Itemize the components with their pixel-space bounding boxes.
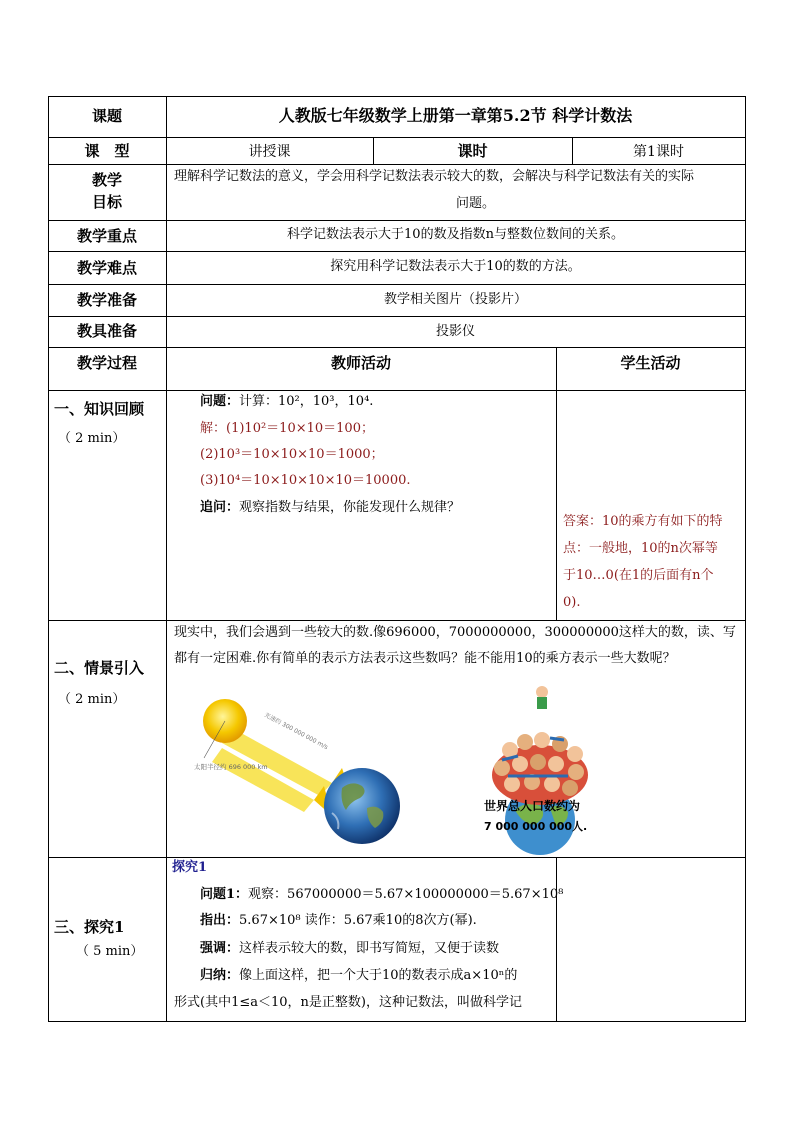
s3-point-out (200, 913, 477, 929)
s3-summary-cont: 形式(其中1≤a＜10，n是正整数)，这种记数法，叫做科学记 (174, 995, 522, 1010)
s3-summary-text: 像上面这样，把一个大于10的数表示成a×10ⁿ的 (239, 968, 518, 983)
sun-earth-illustration (192, 688, 407, 848)
goal-line-1: 理解科学记数法的意义，学会用科学记数法表示较大的数，会解决与科学记数法有关的实际 (174, 169, 695, 184)
s2-text-line2: 都有一定困难.你有简单的表示方法表示这些数吗？能不能用10的乘方表示一些大数呢？ (174, 651, 676, 666)
s3-emphasis-label: 强调： (200, 941, 240, 956)
s3-emphasis (200, 941, 499, 957)
s3-emphasis-text: 这样表示较大的数，即书写简短，又便于读数 (239, 941, 500, 956)
section3-time: （ 5 min） (76, 944, 144, 959)
s3-problem1 (200, 887, 563, 903)
label-goal-2: 目标 (91, 193, 122, 211)
section2-title: 二、情景引入 (54, 659, 145, 677)
section1-time: （ 2 min） (58, 431, 126, 446)
s3-point-out-text: 5.67×10⁸ 读作：5.67乘10的8次方(幂). (239, 913, 477, 928)
label-key-point: 教学重点 (76, 227, 137, 245)
s3-summary-label: 归纳： (200, 968, 240, 983)
goal-line-2: 问题。 (456, 196, 496, 211)
radius-label: 太阳半径约 696 000 km (194, 763, 268, 771)
speed-label: 光速约 300 000 000 m/s (263, 711, 330, 752)
s1-answer-text1: (1)10²＝10×10＝100； (226, 421, 374, 436)
population-illustration (480, 680, 620, 855)
key-point: 科学记数法表示大于10的数及指数n与整数位数间的关系。 (287, 227, 624, 242)
s3-problem1-label: 问题1： (200, 887, 249, 902)
s1-student-answer-4: 0). (563, 595, 581, 610)
label-process: 教学过程 (76, 354, 137, 372)
s1-answer-label: 解： (200, 421, 227, 436)
population-label-2: 7 000 000 000人. (484, 820, 588, 833)
difficulty: 探究用科学记数法表示大于10的数的方法。 (330, 259, 581, 274)
section3-title: 三、探究1 (54, 918, 125, 936)
s1-question-text: 计算：10²，10³，10⁴. (239, 394, 374, 409)
s3-heading: 探究1 (172, 860, 208, 875)
population-label-1: 世界总人口数约为 (484, 799, 581, 813)
s1-follow-label: 追问： (200, 500, 240, 515)
s3-summary (200, 968, 517, 984)
prep: 教学相关图片（投影片） (383, 292, 527, 307)
label-student-activity: 学生活动 (620, 354, 681, 372)
jumping-person-icon (536, 686, 548, 698)
page-title: 人教版七年级数学上册第一章第5.2节 科学计数法 (278, 106, 633, 125)
label-type: 课 型 (84, 142, 130, 160)
period-value: 第1课时 (633, 144, 684, 160)
s3-point-out-label: 指出： (200, 913, 240, 928)
s1-student-answer-1: 答案：10的乘方有如下的特 (563, 514, 723, 529)
tools: 投影仪 (435, 324, 475, 339)
type-value: 讲授课 (248, 144, 291, 160)
label-goal-1: 教学 (91, 171, 122, 189)
earth-icon (324, 768, 400, 844)
s1-answer-line2: (2)10³＝10×10×10＝1000； (200, 447, 384, 462)
s1-question (200, 394, 373, 410)
label-period: 课时 (457, 142, 488, 160)
label-tools: 教具准备 (76, 322, 137, 340)
s1-student-answer-2: 点：一般地，10的n次幂等 (563, 541, 718, 556)
crowd-icon (492, 686, 588, 805)
s1-question-label: 问题： (200, 394, 240, 409)
label-difficulty: 教学难点 (76, 259, 137, 277)
label-prep: 教学准备 (76, 291, 137, 309)
s3-problem1-text: 观察：567000000＝5.67×100000000＝5.67×10⁸ (248, 887, 564, 902)
s2-text-line1: 现实中，我们会遇到一些较大的数.像696000，7000000000，300000000这样大的数，读、写 (174, 625, 736, 640)
s1-answer-line1 (200, 421, 374, 437)
s1-follow-text: 观察指数与结果，你能发现什么规律？ (239, 500, 461, 515)
s1-answer-line3: (3)10⁴＝10×10×10×10＝10000. (200, 473, 411, 488)
section2-time: （ 2 min） (58, 692, 126, 707)
label-topic: 课题 (91, 107, 122, 125)
s1-follow-up (200, 500, 460, 516)
s1-student-answer-3: 于10…0(在1的后面有n个 (563, 568, 714, 583)
label-teacher-activity: 教师活动 (330, 354, 391, 372)
section1-title: 一、知识回顾 (54, 400, 145, 418)
